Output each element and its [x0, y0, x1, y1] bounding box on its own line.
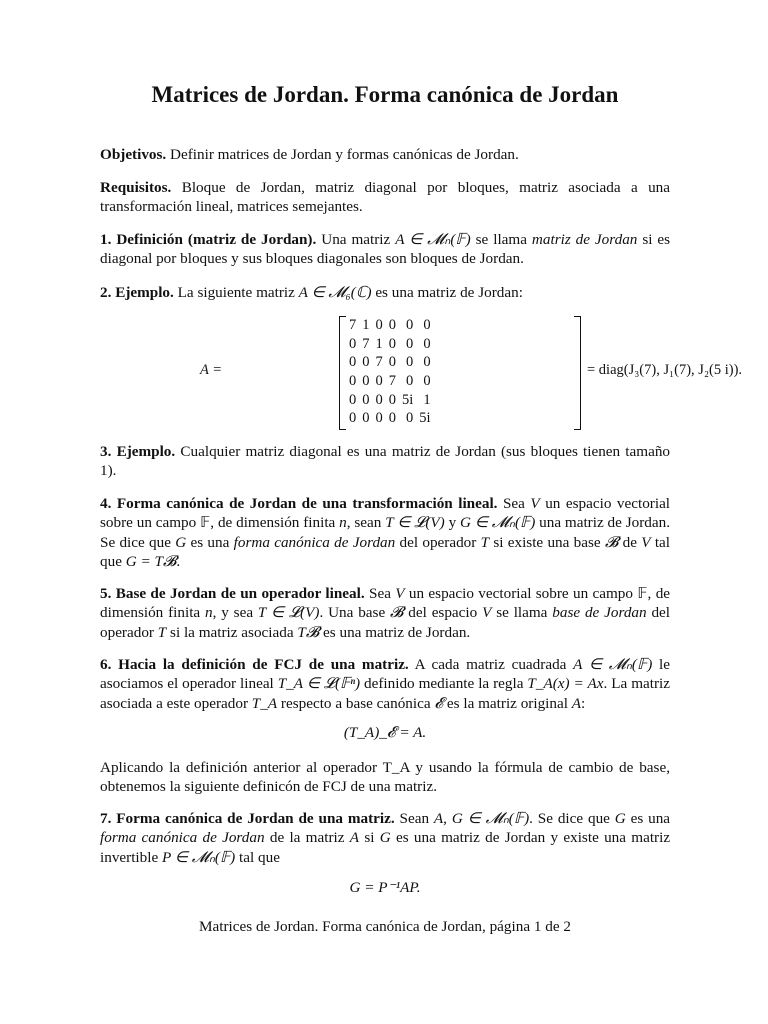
text: . Se dice que — [529, 810, 610, 827]
matrix-cell: 0 — [388, 335, 396, 352]
text: . Una base — [319, 604, 386, 622]
matrix-lhs: A = — [200, 362, 223, 378]
math: G ∈ 𝓜ₙ(𝔽) — [460, 514, 536, 532]
section-4-label: 4. Forma canónica de Jordan de una transformación lineal. — [100, 495, 498, 512]
text: una matriz de Jordan. Se dice que — [100, 514, 670, 551]
section-7-fcj-matriz — [100, 809, 670, 867]
section-4-fcj-transformacion — [100, 494, 670, 571]
matrix-cell: 7 — [349, 317, 357, 334]
matrix-cell: 0 — [406, 317, 414, 334]
text: es una — [190, 533, 230, 551]
text: , sean — [346, 514, 382, 532]
section-7-label: 7. Forma canónica de Jordan de una matriz. — [100, 810, 395, 827]
matrix-cell: 0 — [349, 410, 357, 427]
text: es una — [630, 810, 671, 827]
text: . — [176, 552, 181, 570]
text: respecto a base canónica — [280, 694, 431, 712]
text: le asociamos el operador lineal — [100, 656, 670, 693]
math: 𝓑 — [390, 604, 404, 622]
text: Sea — [502, 495, 525, 512]
emphasis: base de Jordan — [552, 604, 647, 622]
section-2-label: 2. Ejemplo. — [100, 284, 174, 301]
matrix-table — [346, 316, 434, 428]
text: si la matriz asociada — [170, 623, 294, 641]
text: Una matriz — [321, 231, 391, 248]
section-2-ejemplo — [100, 283, 670, 302]
math: V — [395, 585, 405, 602]
matrix-cell: 0 — [423, 354, 431, 371]
matrix-cell: 0 — [388, 317, 396, 334]
math: G — [175, 533, 187, 551]
left-bracket — [339, 316, 346, 430]
matrix-row — [346, 335, 434, 354]
text: de la matriz — [269, 829, 345, 847]
math: G — [379, 829, 391, 847]
text: es una matriz de Jordan: — [375, 284, 523, 301]
math: T_A — [251, 694, 278, 712]
matrix-cell: 0 — [388, 391, 396, 408]
section-3-ejemplo — [100, 442, 670, 481]
math: n — [205, 604, 213, 622]
text: del operador — [399, 533, 477, 551]
text: se llama — [475, 231, 527, 248]
math: 𝓑 — [604, 533, 619, 551]
math: T — [157, 623, 167, 641]
right-bracket — [574, 316, 581, 430]
matrix-cell: 1 — [362, 317, 370, 334]
math: V — [482, 604, 492, 622]
math: A, G ∈ 𝓜ₙ(𝔽) — [433, 810, 530, 827]
matrix-row — [346, 390, 434, 409]
matrix-cell: 0 — [349, 335, 357, 352]
math: A ∈ 𝓜ₙ(𝔽) — [395, 231, 471, 248]
requisitos-paragraph — [100, 178, 670, 217]
matrix-row — [346, 409, 434, 428]
matrix-cell: 7 — [375, 354, 383, 371]
section-6-hacia-fcj — [100, 655, 670, 713]
matrix-rhs: = diag(J₃(7), J₁(7), J₂(5 i)). — [587, 362, 743, 378]
section-3-text: Cualquier matriz diagonal es una matriz de Jordan (sus bloques tienen tamaño 1). — [100, 443, 671, 480]
text: si es diagonal por bloques y sus bloques diagonales son bloques de Jordan. — [100, 231, 671, 268]
text: es una matriz de Jordan y existe una matriz invertible — [100, 829, 671, 866]
text: se llama — [496, 604, 548, 622]
math: G — [614, 810, 626, 827]
matrix-row — [346, 372, 434, 391]
text: definido mediante la regla — [364, 675, 524, 693]
math: A — [349, 829, 360, 847]
text: , y sea — [212, 604, 254, 622]
matrix-cell: 0 — [375, 317, 383, 334]
text: del operador — [100, 604, 671, 641]
equation-g-p-inverse: G = P⁻¹AP. — [349, 879, 421, 896]
math: P ∈ 𝓜ₙ(𝔽) — [162, 848, 236, 866]
text: . La matriz asociada a este operador — [100, 675, 671, 712]
objetivos-paragraph — [100, 145, 670, 164]
text: A cada matriz cuadrada — [414, 656, 567, 673]
math: 𝓔 — [434, 694, 444, 712]
matrix-cell: 5i — [402, 391, 414, 408]
page-footer: Matrices de Jordan. Forma canónica de Jordan, página 1 de 2 — [199, 918, 571, 935]
text: : — [581, 694, 586, 712]
math: T — [480, 533, 490, 551]
requisitos-text: Bloque de Jordan, matriz diagonal por bloques, matriz asociada a una transformación lineal, matrices semejantes. — [100, 179, 670, 216]
text: es una matriz de Jordan. — [323, 623, 471, 641]
math: T ∈ 𝓛(V) — [385, 514, 445, 532]
matrix-cell: 1 — [375, 335, 383, 352]
matrix-row — [346, 353, 434, 372]
text: Sean — [399, 810, 430, 827]
section-3-label: 3. Ejemplo. — [100, 443, 176, 460]
matrix-cell: 0 — [362, 391, 370, 408]
math: A ∈ 𝓜ₙ(𝔽) — [573, 656, 653, 673]
math: T ∈ 𝓛(V) — [257, 604, 320, 622]
math: A — [571, 694, 582, 712]
text: un espacio vectorial sobre un campo 𝔽, de dimensión finita — [100, 585, 671, 622]
text: es la matriz original — [446, 694, 568, 712]
matrix-cell: 0 — [362, 354, 370, 371]
matrix-cell: 0 — [388, 354, 396, 371]
matrix-cell: 5i — [419, 410, 431, 427]
matrix-cell: 0 — [375, 410, 383, 427]
matrix-cell: 0 — [349, 391, 357, 408]
matrix-cell: 0 — [362, 410, 370, 427]
math: G = T𝓑 — [125, 552, 177, 570]
math: V — [530, 495, 540, 512]
page-title: Matrices de Jordan. Forma canónica de Jordan — [151, 82, 619, 107]
matrix-cell: 0 — [375, 391, 383, 408]
text: si existe una base — [493, 533, 601, 551]
text: de — [622, 533, 637, 551]
matrix-cell: 0 — [406, 354, 414, 371]
text: La siguiente matriz — [177, 284, 295, 301]
equation-ta-e: (T_A)_𝓔 = A. — [343, 724, 427, 741]
math: T𝓑 — [297, 623, 320, 641]
matrix-cell: 0 — [423, 317, 431, 334]
matrix-cell: 1 — [423, 391, 431, 408]
text: Sea — [369, 585, 391, 602]
matrix-cell: 7 — [388, 373, 396, 390]
math: V — [641, 533, 651, 551]
text: un espacio vectorial sobre un campo 𝔽, de dimensión finita — [100, 495, 671, 532]
text: tal que — [239, 848, 280, 866]
emphasis: forma canónica de Jordan — [233, 533, 396, 551]
matrix-cell: 0 — [406, 410, 414, 427]
math: A ∈ 𝓜₆(ℂ) — [298, 284, 372, 301]
text: del espacio — [408, 604, 478, 622]
text: tal que — [100, 533, 670, 570]
matrix-cell: 0 — [349, 373, 357, 390]
text: y — [448, 514, 457, 532]
matrix-cell: 0 — [388, 410, 396, 427]
jordan-matrix-display — [200, 312, 743, 430]
matrix-cell: 7 — [362, 335, 370, 352]
matrix-cell: 0 — [349, 354, 357, 371]
matrix-cell: 0 — [375, 373, 383, 390]
matrix-cell: 0 — [362, 373, 370, 390]
section-5-label: 5. Base de Jordan de un operador lineal. — [100, 585, 365, 602]
section-6-continuation: Aplicando la definición anterior al operador T_A y usando la fórmula de cambio de base, obtenemos la siguiente definicón de FCJ de una matriz. — [100, 759, 670, 796]
objetivos-label: Objetivos. — [100, 146, 167, 163]
matrix-row — [346, 316, 434, 335]
text: si — [364, 829, 375, 847]
matrix-cell: 0 — [423, 335, 431, 352]
matrix-cell: 0 — [423, 373, 431, 390]
section-5-base-jordan — [100, 584, 670, 642]
section-1-label: 1. Definición (matriz de Jordan). — [100, 231, 317, 248]
objetivos-text: Definir matrices de Jordan y formas canónicas de Jordan. — [170, 146, 519, 163]
requisitos-label: Requisitos. — [100, 179, 172, 196]
math: n — [339, 514, 347, 532]
section-1-definicion — [100, 230, 670, 269]
emphasis: matriz de Jordan — [531, 231, 638, 248]
matrix-cell: 0 — [406, 373, 414, 390]
math: T_A(x) = Ax — [527, 675, 604, 693]
section-6-label: 6. Hacia la definición de FCJ de una matriz. — [100, 656, 409, 673]
emphasis: forma canónica de Jordan — [100, 829, 265, 847]
matrix-cell: 0 — [406, 335, 414, 352]
math: T_A ∈ 𝓛(𝔽ⁿ) — [277, 675, 361, 693]
